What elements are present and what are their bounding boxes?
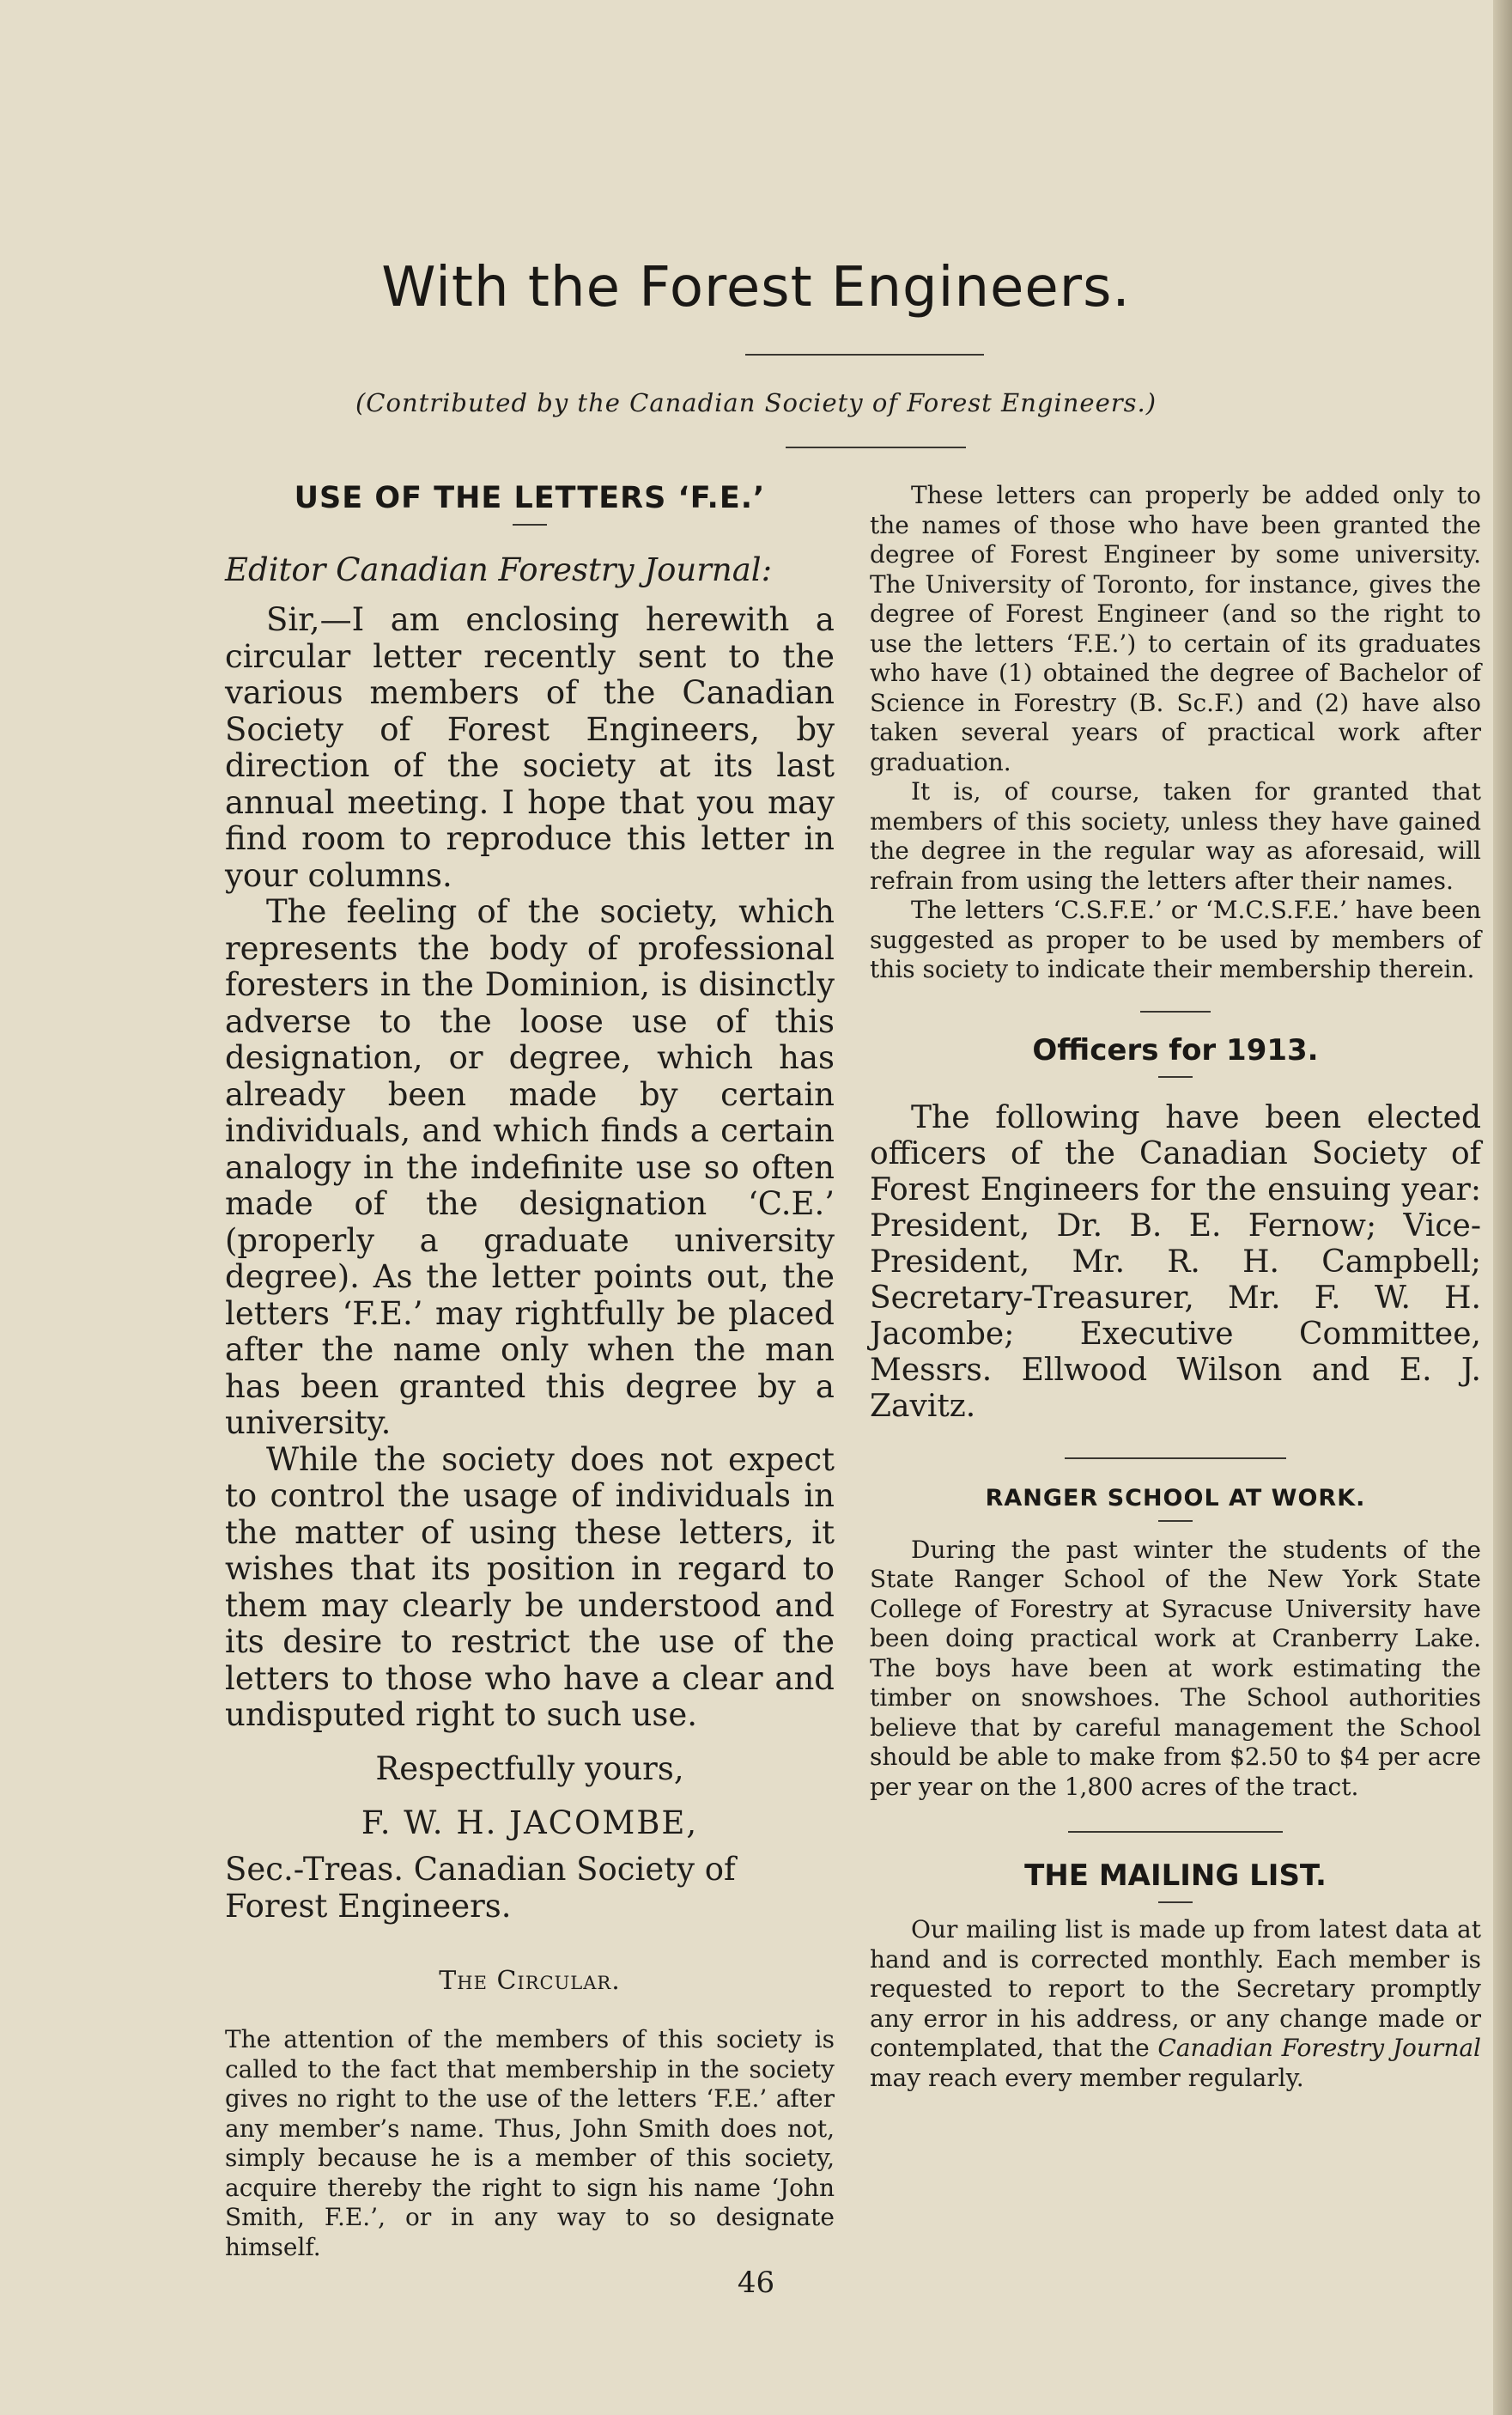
left-column xyxy=(225,481,835,2262)
right-column xyxy=(870,481,1481,2093)
mailing-dash xyxy=(1158,1901,1193,1903)
ranger-text: During the past winter the students of the State Ranger School of the New York State College of Forestry at Syracuse University have been doing practical work at Cranberry Lake. The boys have been at work estimating the timber on snowshoes. The School authorities believe that by careful management the School should be able to make from $2.50 to $4 per acre per year on the 1,800 acres of the tract. xyxy=(870,1535,1481,1801)
letters-heading: USE OF THE LETTERS ‘F.E.’ xyxy=(294,481,766,515)
letter-paragraph-1: Sir,—I am enclosing herewith a circular letter recently sent to the various members of the Canadian Society of Forest Engineers, by direction of the society at its last annual meeting. I hope that you may find room to reproduce this letter in your columns. xyxy=(225,601,835,894)
officers-heading: Officers for 1913. xyxy=(1032,1032,1319,1068)
circular-heading: The Circular. xyxy=(439,1966,621,1996)
officers-text: The following have been elected officers of the Canadian Society of Forest Engineers for the ensuing year: President, Dr. B. E. Fernow; Vice-President, Mr. R. H. Campbell; Secretary-Treasurer, Mr. F. W. H. Jacombe; Executive Committee, Messrs. Ellwood Wilson and E. J. Zavitz. xyxy=(870,1099,1481,1424)
mailing-text-after: may reach every member regularly. xyxy=(870,2063,1304,2092)
mailing-heading: THE MAILING LIST. xyxy=(1024,1858,1327,1893)
circular-cont-3: The letters ‘C.S.F.E.’ or ‘M.C.S.F.E.’ have been suggested as proper to be used by members of this society to indicate their membership therein. xyxy=(870,896,1481,983)
circular-cont-1: These letters can properly be added only to the names of those who have been granted the degree of Forest Engineer by some university. The University of Toronto, for instance, gives the degree of Forest Engineer (and so the right to use the letters ‘F.E.’) to certain of its graduates who have (1) obtained the degree of Bachelor of Science in Forestry (B. Sc.F.) and (2) have also taken several years of practical work after graduation. xyxy=(870,481,1481,776)
page-title: With the Forest Engineers. xyxy=(381,256,1131,319)
journal-name: Canadian Forestry Journal xyxy=(1157,2034,1482,2062)
section-rule xyxy=(1140,1011,1211,1013)
officers-dash xyxy=(1158,1076,1193,1078)
signature: F. W. H. JACOMBE, xyxy=(361,1804,699,1841)
section-rule xyxy=(1068,1831,1283,1833)
byline-rule xyxy=(786,447,966,448)
page-number: 46 xyxy=(737,2266,775,2300)
mailing-text xyxy=(870,1915,1481,2093)
ranger-heading: RANGER SCHOOL AT WORK. xyxy=(985,1484,1366,1512)
section-rule xyxy=(1065,1457,1286,1459)
letter-paragraph-3: While the society does not expect to control the usage of individuals in the matter of using these letters, it wishes that its position in regard to them may clearly be understood and its desire to restrict the use of the letters to those who have a clear and undisputed right to such use. xyxy=(225,1440,835,1733)
circular-text: The attention of the members of this society is called to the fact that membership in the society gives no right to the use of the letters ‘F.E.’ after any member’s name. Thus, John Smith does not, simply because he is a member of this society, acquire thereby the right to sign his name ‘John Smith, F.E.’, or in any way to so designate himself. xyxy=(225,2025,835,2261)
page-edge-shadow xyxy=(1493,0,1512,2415)
ranger-dash xyxy=(1158,1520,1193,1522)
closing: Respectfully yours, xyxy=(375,1749,684,1787)
contributed-byline: (Contributed by the Canadian Society of Forest Engineers.) xyxy=(355,388,1157,417)
letter-paragraph-2: The feeling of the society, which represents the body of professional foresters in the Dominion, is disinctly adverse to the loose use of this designation, or degree, which has already been made by certain individuals, and which finds a certain analogy in the indefinite use so often made of the designation ‘C.E.’ (properly a graduate university degree). As the letter points out, the letters ‘F.E.’ may rightfully be placed after the name only when the man has been granted this degree by a university. xyxy=(225,893,835,1441)
circular-cont-2: It is, of course, taken for granted that members of this society, unless they have gained the degree in the regular way as aforesaid, will refrain from using the letters after their names. xyxy=(870,777,1481,895)
title-rule xyxy=(745,354,984,356)
mailing-text-before: Our mailing list is made up from latest data at hand and is corrected monthly. Each member is requested to report to the Secretary promptly any error in his address, or any change made or contemplated, that the xyxy=(870,1915,1481,2062)
signature-title: Sec.-Treas. Canadian Society of Forest Engineers. xyxy=(225,1851,736,1925)
heading-dash xyxy=(513,524,547,526)
salutation: Editor Canadian Forestry Journal: xyxy=(225,551,773,588)
